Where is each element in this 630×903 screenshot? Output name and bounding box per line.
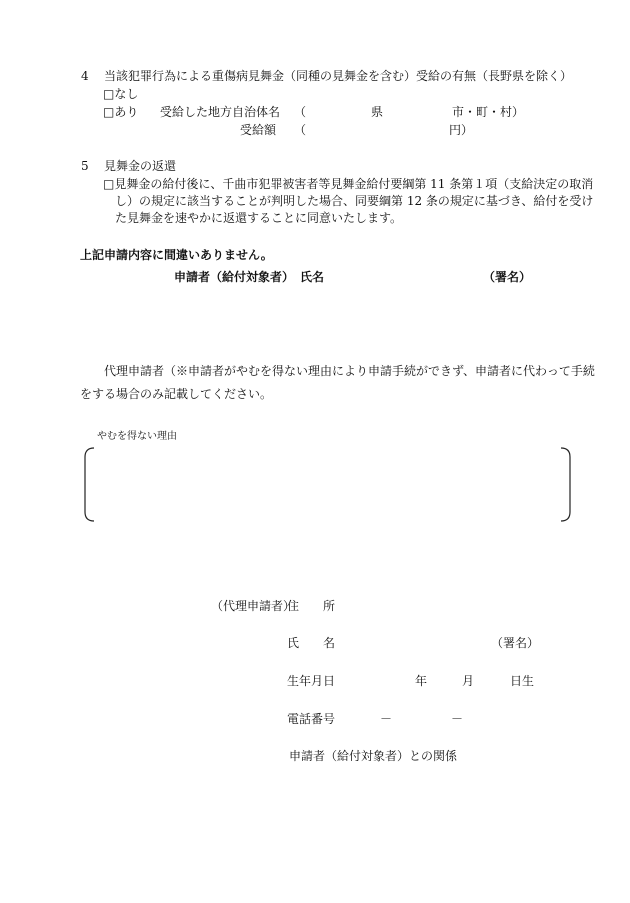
section4-title: 当該犯罪行為による重傷病見舞金（同種の見舞金を含む）受給の有無（長野県を除く） [104, 69, 573, 83]
option-none-checkbox[interactable]: □なし [103, 87, 139, 101]
section5-title: 見舞金の返還 [104, 159, 177, 173]
proxy-birth-label: 生年月日 [287, 674, 336, 688]
proxy-relation-label: 申請者（給付対象者）との関係 [289, 749, 458, 763]
applicant-signature-field[interactable]: （署名） [483, 270, 532, 284]
section5-number: 5 [81, 159, 89, 173]
amount-open-paren: （ [294, 123, 307, 137]
grantor-open-paren: （ [294, 105, 307, 119]
proxy-signature-field[interactable]: （署名） [491, 636, 540, 650]
proxy-address-label: 住 所 [287, 599, 336, 613]
birth-month-field[interactable]: 月 [462, 674, 475, 688]
phone-dash-1: － [380, 712, 393, 726]
birth-day-field[interactable]: 日生 [510, 674, 535, 688]
applicant-name-label: 氏名 [300, 270, 325, 284]
phone-dash-2: － [451, 712, 464, 726]
grantor-pref-field[interactable]: 県 [371, 105, 384, 119]
proxy-note-line2: をする場合のみ記載してください。 [80, 387, 273, 401]
bracket-frame [84, 447, 571, 522]
reason-label: やむを得ない理由 [97, 431, 177, 442]
proxy-note-line1: 代理申請者（※申請者がやむを得ない理由により申請手続ができず、申請者に代わって手続 [104, 364, 595, 378]
reason-input-box[interactable] [84, 447, 571, 522]
return-consent-text-2: し）の規定に該当することが判明した場合、同要綱第 12 条の規定に基づき、給付を受け [115, 194, 594, 208]
declaration-text: 上記申請内容に間違いありません。 [80, 248, 273, 262]
grantor-city-field[interactable]: 市・町・村） [452, 105, 525, 119]
proxy-label: （代理申請者） [211, 599, 296, 613]
birth-year-field[interactable]: 年 [415, 674, 428, 688]
return-consent-text-3: た見舞金を速やかに返還することに同意いたします。 [115, 211, 403, 225]
option-yes-checkbox[interactable]: □あり [103, 105, 139, 119]
amount-label: 受給額 [240, 123, 277, 137]
applicant-label: 申請者（給付対象者） [174, 270, 295, 284]
section4-number: 4 [81, 69, 89, 83]
grantor-label: 受給した地方自治体名 [160, 105, 281, 119]
proxy-name-label: 氏 名 [287, 636, 336, 650]
return-consent-checkbox[interactable]: □見舞金の給付後に、千曲市犯罪被害者等見舞金給付要綱第 11 条第１項（支給決定の取消 [103, 177, 594, 191]
proxy-phone-label: 電話番号 [287, 712, 336, 726]
amount-field[interactable]: 円） [449, 123, 474, 137]
